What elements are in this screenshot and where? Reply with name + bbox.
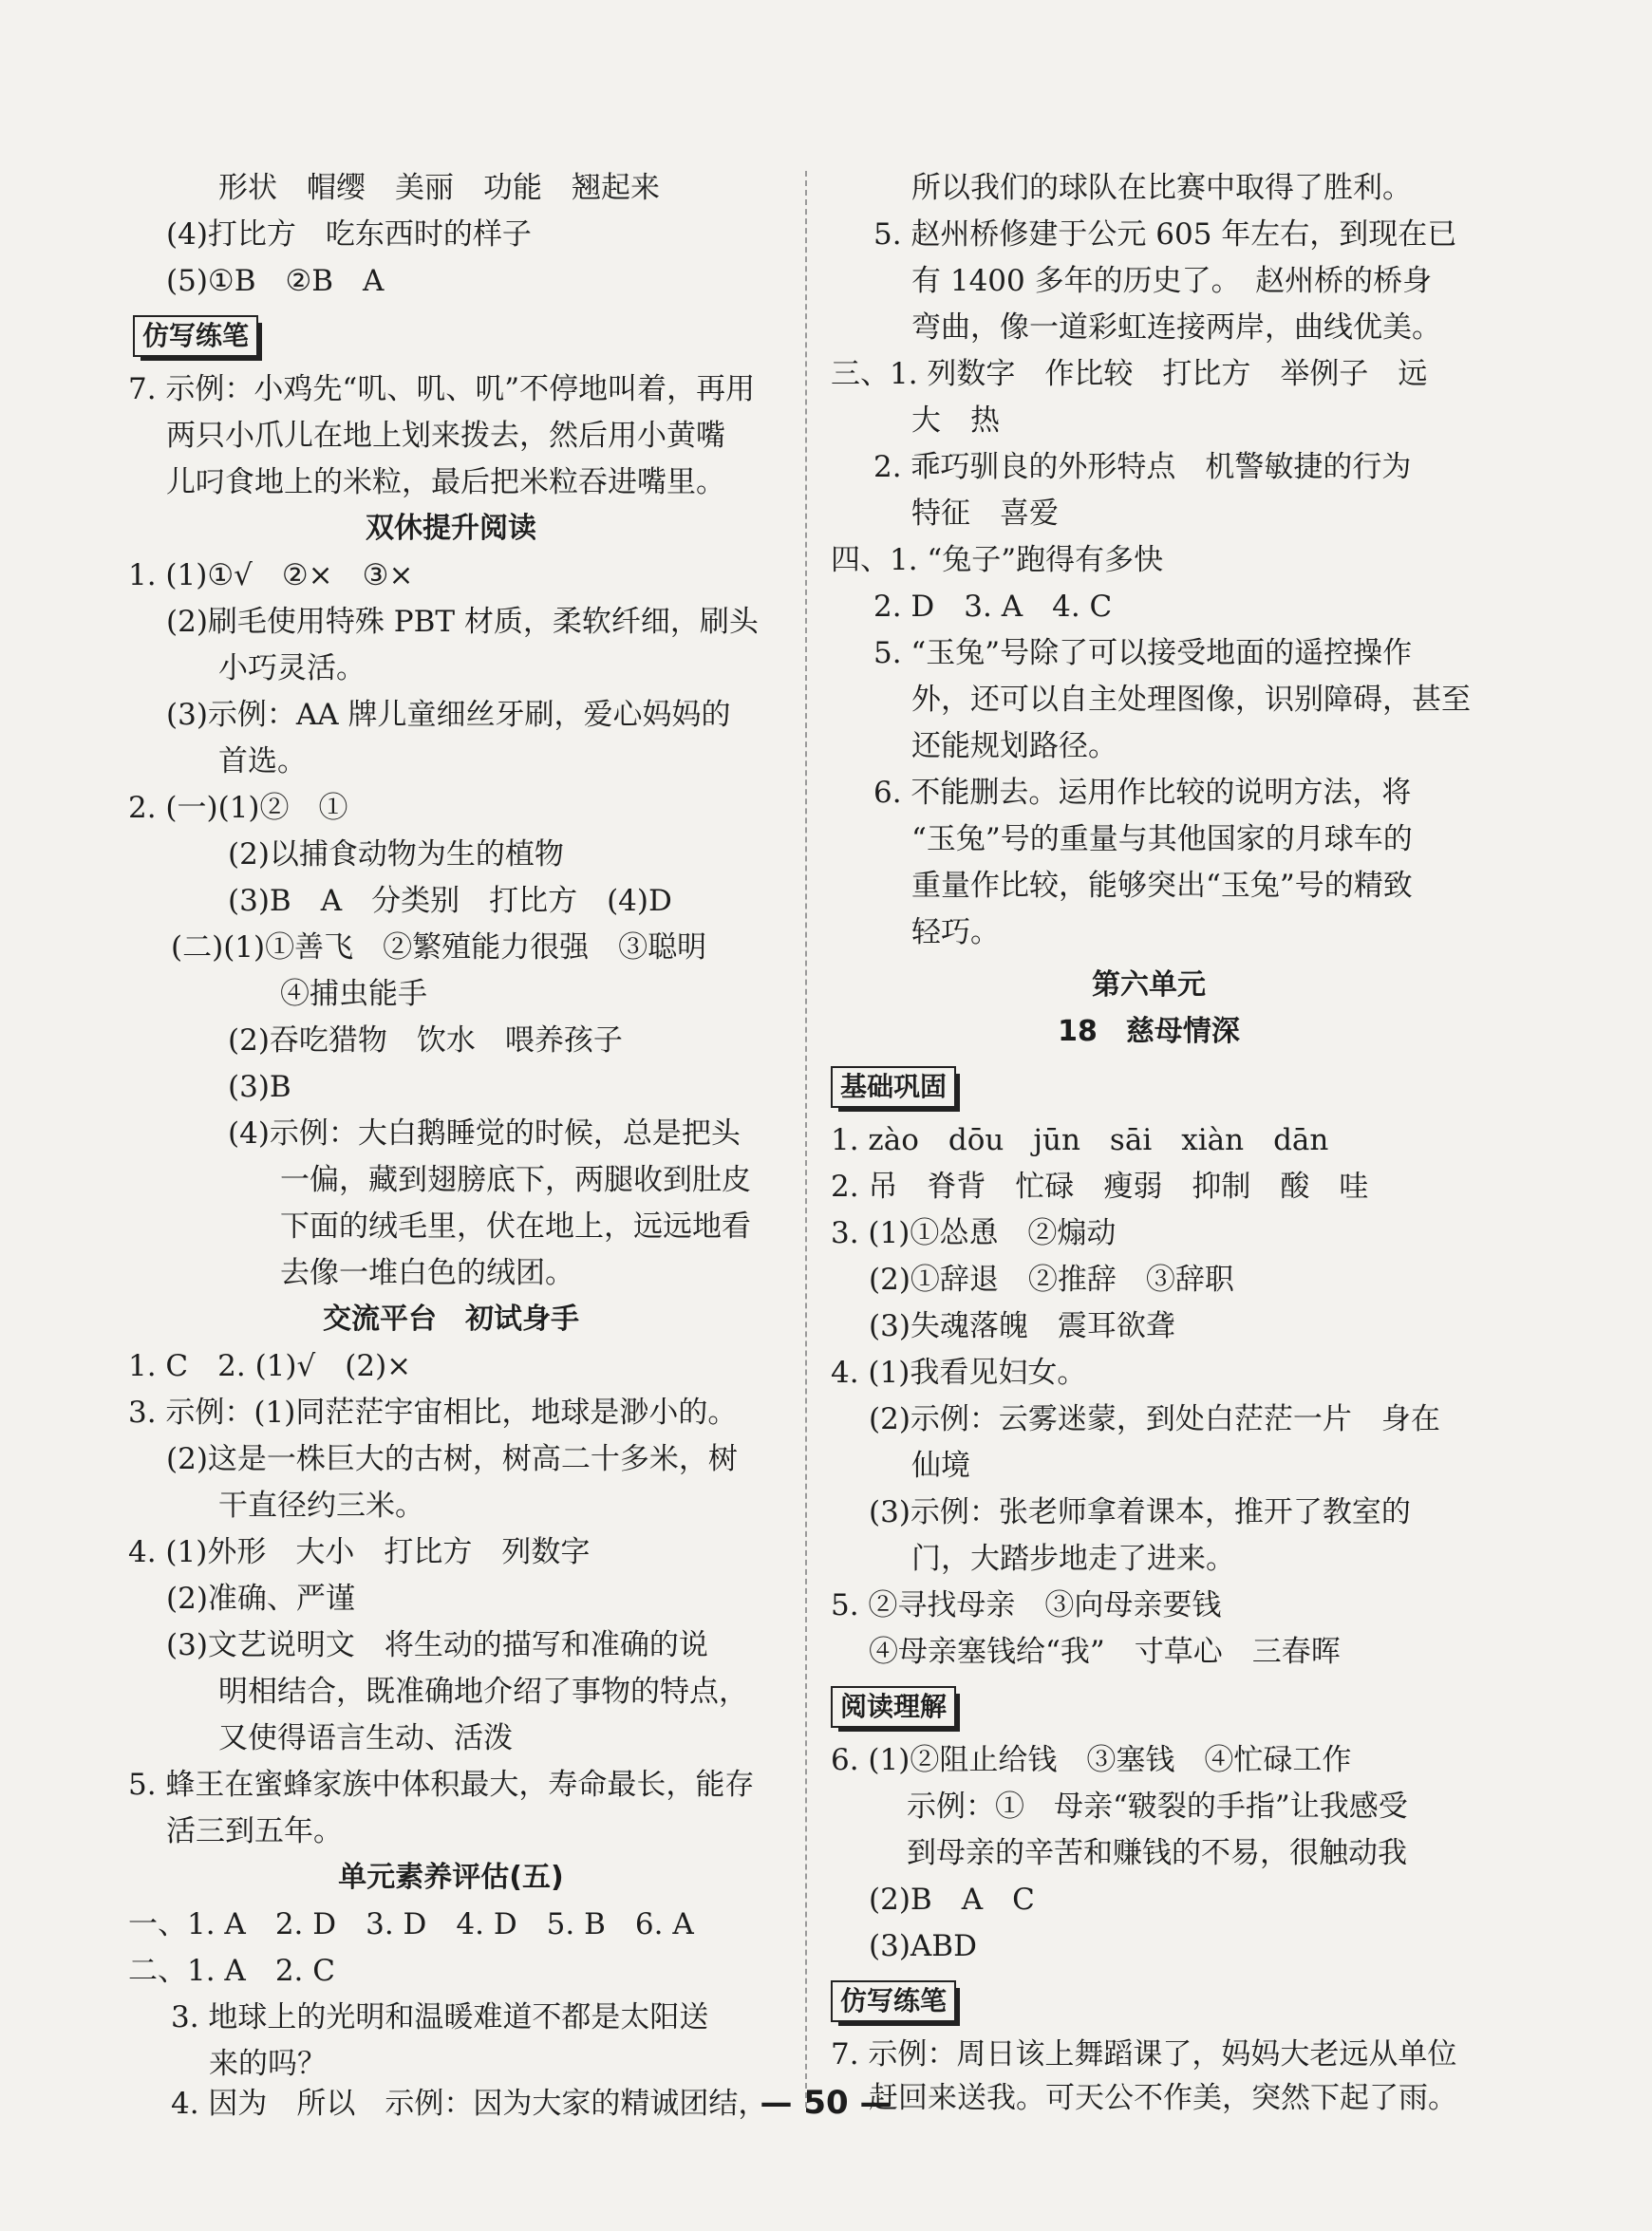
answer-line: 下面的绒毛里，伏在地上，远远地看 — [280, 1209, 751, 1244]
answer-line: 赶回来送我。可天公不作美，突然下起了雨。 — [869, 2081, 1457, 2115]
answer-line: 还能规划路径。 — [911, 729, 1117, 763]
answer-line: (5)①B ②B A — [166, 264, 385, 298]
answer-line: (2)①辞退 ②推辞 ③辞职 — [869, 1263, 1234, 1297]
answer-line: (3)示例：AA 牌儿童细丝牙刷，爱心妈妈的 — [166, 698, 731, 732]
answer-line: 5. 蜂王在蜜蜂家族中体积最大，寿命最长，能存 — [128, 1768, 755, 1802]
answer-line: (4)示例：大白鹅睡觉的时候，总是把头 — [228, 1116, 741, 1151]
answer-line: 3. 地球上的光明和温暖难道不都是太阳送 — [171, 2000, 709, 2034]
answer-line: 去像一堆白色的绒团。 — [280, 1256, 574, 1290]
answer-line: (2)刷毛使用特殊 PBT 材质，柔软纤细，刷头 — [166, 605, 759, 639]
answer-line: 活三到五年。 — [166, 1814, 343, 1848]
answer-line: (3)文艺说明文 将生动的描写和准确的说 — [166, 1628, 708, 1662]
answer-line: (3)ABD — [869, 1929, 977, 1963]
answer-line: (3)示例：张老师拿着课本，推开了教室的 — [869, 1495, 1411, 1529]
answer-line: 5. ②寻找母亲 ③向母亲要钱 — [831, 1588, 1222, 1622]
answer-line: 儿叼食地上的米粒，最后把米粒吞进嘴里。 — [166, 465, 725, 499]
answer-line: 首选。 — [218, 744, 307, 778]
answer-line: ④捕虫能手 — [280, 977, 427, 1011]
answer-line: 7. 示例：小鸡先“叽、叽、叽”不停地叫着，再用 — [128, 372, 756, 406]
answer-line: 2. (一)(1)② ① — [128, 791, 348, 825]
answer-line: 2. 乖巧驯良的外形特点 机警敏捷的行为 — [873, 450, 1412, 484]
answer-line: 又使得语言生动、活泼 — [218, 1721, 513, 1755]
answer-line: (2)B A C — [869, 1883, 1035, 1917]
section-label-reading-comprehension: 阅读理解 — [831, 1686, 956, 1728]
answer-line: 大 热 — [911, 403, 1000, 438]
answer-line: 1. zào dōu jūn sāi xiàn dān — [831, 1123, 1329, 1157]
answer-line: “玉兔”号的重量与其他国家的月球车的 — [911, 822, 1413, 856]
answer-line: 4. 因为 所以 示例：因为大家的精诚团结， — [171, 2087, 768, 2121]
answer-line: 3. 示例：(1)同茫茫宇宙相比，地球是渺小的。 — [128, 1396, 738, 1430]
section-label-imitation-writing: 仿写练笔 — [133, 315, 258, 357]
answer-line: 特征 喜爱 — [911, 497, 1059, 531]
answer-line: 小巧灵活。 — [218, 651, 366, 685]
answer-line: 重量作比较，能够突出“玉兔”号的精致 — [911, 869, 1413, 903]
answer-line: 有 1400 多年的历史了。 赵州桥的桥身 — [911, 264, 1433, 298]
answer-line: (3)B A 分类别 打比方 (4)D — [228, 884, 672, 918]
answer-line: 四、1. “兔子”跑得有多快 — [831, 543, 1164, 577]
answer-line: 来的吗？ — [209, 2047, 327, 2081]
section-heading: 单元素养评估(五) — [338, 1861, 564, 1894]
answer-line: 二、1. A 2. C — [128, 1954, 335, 1988]
answer-line: 1. C 2. (1)√ (2)× — [128, 1349, 412, 1383]
answer-line: 一、1. A 2. D 3. D 4. D 5. B 6. A — [128, 1907, 694, 1941]
section-label-imitation-writing: 仿写练笔 — [831, 1980, 956, 2022]
answer-line: 明相结合，既准确地介绍了事物的特点， — [218, 1675, 748, 1709]
answer-line: 3. (1)①怂恿 ②煽动 — [831, 1216, 1117, 1250]
answer-line: 2. 吊 脊背 忙碌 瘦弱 抑制 酸 哇 — [831, 1170, 1369, 1204]
answer-line: 形状 帽缨 美丽 功能 翘起来 — [218, 171, 660, 205]
answer-line: (2)吞吃猎物 饮水 喂养孩子 — [228, 1023, 623, 1058]
answer-line: 轻巧。 — [911, 915, 1000, 949]
answer-line: 门，大踏步地走了进来。 — [911, 1542, 1235, 1576]
answer-line: (2)示例：云雾迷蒙，到处白茫茫一片 身在 — [869, 1402, 1440, 1436]
answer-line: 2. D 3. A 4. C — [873, 590, 1113, 624]
answer-line: 一偏，藏到翅膀底下，两腿收到肚皮 — [280, 1163, 751, 1197]
answer-line: 干直径约三米。 — [218, 1489, 424, 1523]
answer-line: ④母亲塞钱给“我” 寸草心 三春晖 — [869, 1635, 1341, 1669]
answer-line: 4. (1)外形 大小 打比方 列数字 — [128, 1535, 591, 1569]
column-divider — [805, 171, 807, 2108]
answer-line: 4. (1)我看见妇女。 — [831, 1356, 1087, 1390]
answer-line: (2)准确、严谨 — [166, 1582, 355, 1616]
answer-line: (3)B — [228, 1070, 291, 1104]
answer-line: 外，还可以自主处理图像，识别障碍，甚至 — [911, 683, 1471, 717]
lesson-title: 18 慈母情深 — [1058, 1015, 1240, 1048]
answer-line: 三、1. 列数字 作比较 打比方 举例子 远 — [831, 357, 1428, 391]
section-heading: 双休提升阅读 — [366, 512, 536, 545]
answer-line: 6. 不能删去。运用作比较的说明方法，将 — [873, 776, 1412, 810]
answer-line: 两只小爪儿在地上划来拨去，然后用小黄嘴 — [166, 419, 725, 453]
section-heading: 交流平台 初试身手 — [323, 1303, 579, 1336]
answer-line: 到母亲的辛苦和赚钱的不易，很触动我 — [907, 1836, 1407, 1870]
answer-line: (2)这是一株巨大的古树，树高二十多米，树 — [166, 1442, 738, 1476]
answer-line: (4)打比方 吃东西时的样子 — [166, 217, 532, 252]
page-number: — 50 — — [760, 2084, 892, 2122]
answer-line: 示例：① 母亲“皲裂的手指”让我感受 — [907, 1790, 1408, 1824]
answer-line: (3)失魂落魄 震耳欲聋 — [869, 1309, 1175, 1343]
answer-line: 7. 示例：周日该上舞蹈课了，妈妈大老远从单位 — [831, 2037, 1457, 2072]
answer-line: (2)以捕食动物为生的植物 — [228, 837, 564, 872]
answer-line: 仙境 — [911, 1449, 970, 1483]
answer-line: 弯曲，像一道彩虹连接两岸，曲线优美。 — [911, 310, 1441, 345]
section-label-basic-consolidation: 基础巩固 — [831, 1066, 956, 1108]
answer-line: 6. (1)②阻止给钱 ③塞钱 ④忙碌工作 — [831, 1743, 1352, 1777]
answer-line: 5. 赵州桥修建于公元 605 年左右，到现在已 — [873, 217, 1457, 252]
answer-line: 5. “玉兔”号除了可以接受地面的遥控操作 — [873, 636, 1413, 670]
unit-heading: 第六单元 — [1092, 968, 1206, 1002]
answer-line: (二)(1)①善飞 ②繁殖能力很强 ③聪明 — [171, 930, 707, 965]
answer-line: 所以我们的球队在比赛中取得了胜利。 — [911, 171, 1412, 205]
answer-line: 1. (1)①√ ②× ③× — [128, 558, 414, 592]
